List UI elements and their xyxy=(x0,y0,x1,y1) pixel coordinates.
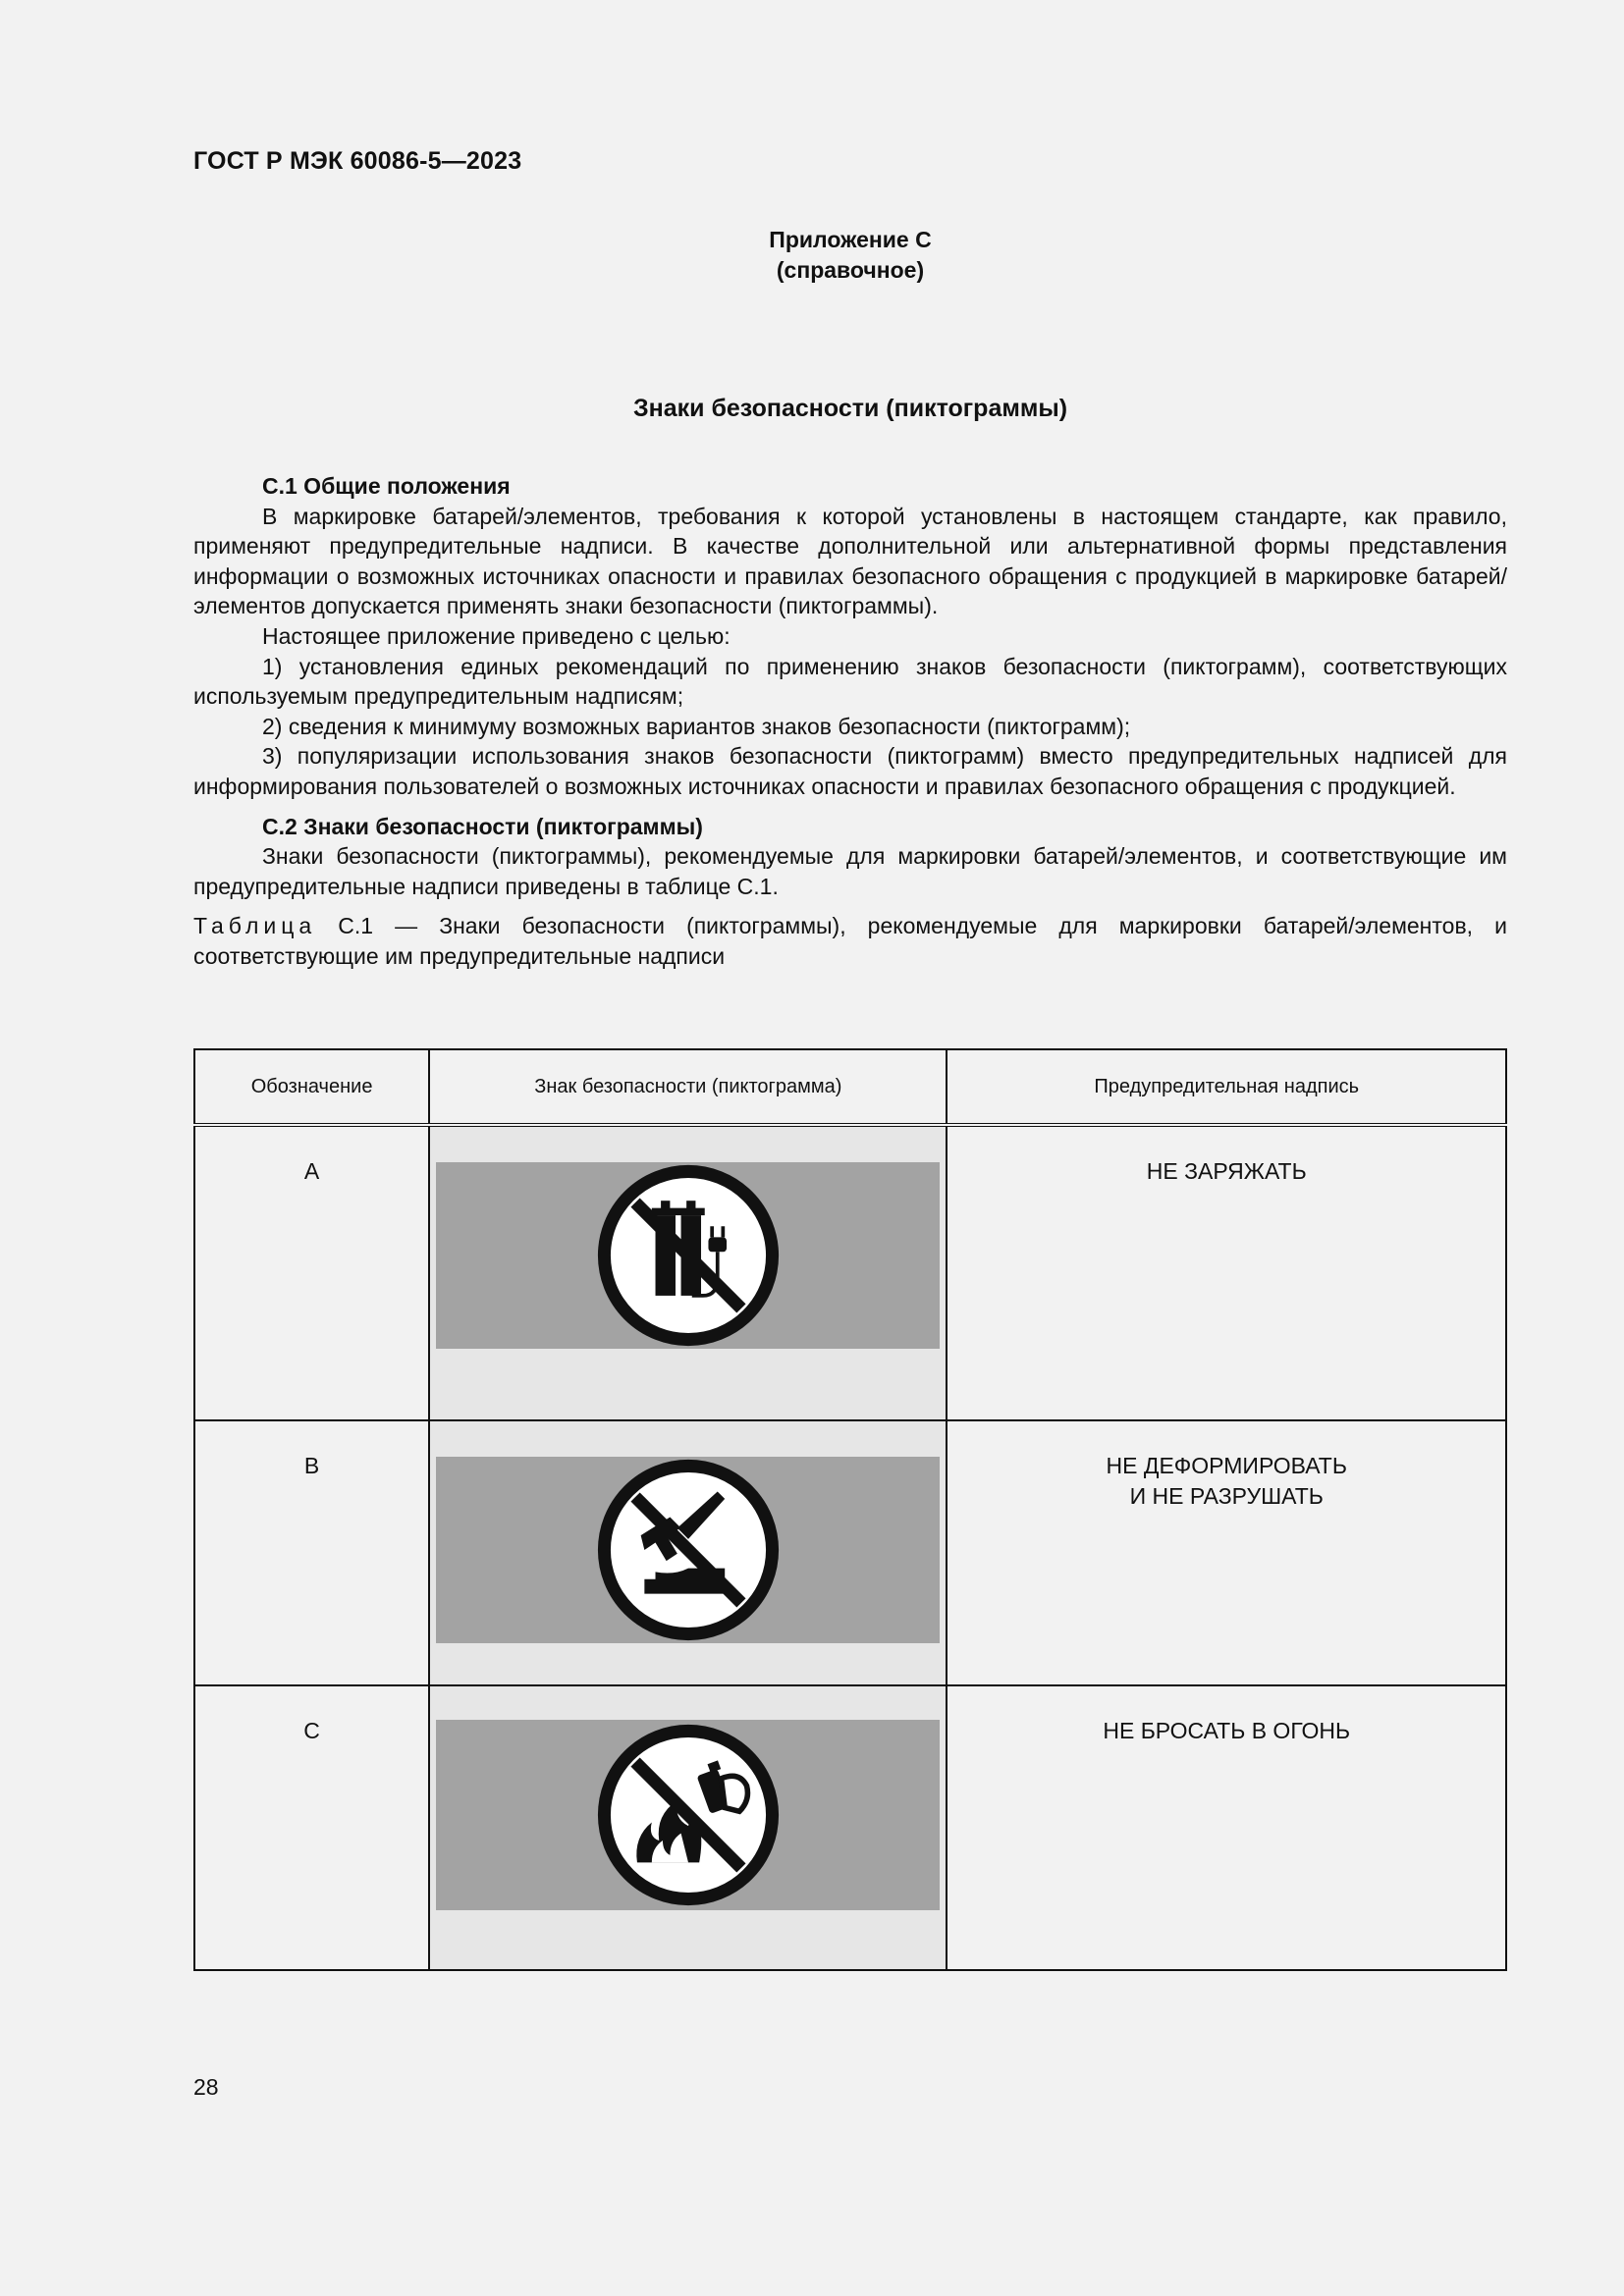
row-a-designation xyxy=(194,1125,429,1420)
appendix-title: Приложение C xyxy=(769,227,932,252)
header-warning: Предупредительная надпись xyxy=(947,1049,1506,1125)
c1-paragraph-1: В маркировке батарей/элементов, требования к которой установлены в настоящем стандарте, как правило, применяют предупредительные надписи. В качестве дополнительной или альтернативной формы представления информации о возможных источниках опасности и правилах безопасного обращения с продукцией в маркировке батарей/элементов допускается применять знаки безопасности (пиктограммы). xyxy=(193,503,1507,619)
table-header-row xyxy=(194,1049,1506,1125)
row-a-pictogram-cell xyxy=(429,1125,947,1420)
c2-heading: C.2 Знаки безопасности (пиктограммы) xyxy=(262,813,703,839)
row-b-designation xyxy=(194,1420,429,1685)
c1-paragraph-2: Настоящее приложение приведено с целью: xyxy=(262,622,731,649)
designation-label: C xyxy=(303,1718,320,1743)
row-b-warning xyxy=(947,1420,1506,1685)
c1-list-item-3: 3) популяризации использования знаков безопасности (пиктограмм) вместо предупредительных надписей для информирования пользователей о возможных источниках опасности и правилах безопасного обращения с продукцией. xyxy=(193,743,1507,799)
section-title: Знаки безопасности (пиктограммы) xyxy=(632,395,1068,422)
no-crushing-icon xyxy=(597,1459,780,1641)
c2-paragraph-1: Знаки безопасности (пиктограммы), рекомендуемые для маркировки батарей/элементов, и соответствующие им предупредительные надписи приведены в таблице C.1. xyxy=(193,843,1507,899)
header-designation: Обозначение xyxy=(194,1049,429,1125)
header-sign: Знак безопасности (пиктограмма) xyxy=(429,1049,947,1125)
pictogram-band xyxy=(436,1720,940,1910)
warning-text: НЕ ЗАРЯЖАТЬ xyxy=(1146,1158,1307,1184)
warning-text: НЕ БРОСАТЬ В ОГОНЬ xyxy=(1103,1718,1351,1743)
standard-header: ГОСТ Р МЭК 60086-5—2023 xyxy=(193,147,522,175)
row-b-pictogram-cell xyxy=(429,1420,947,1685)
signs-table xyxy=(193,1048,1507,1971)
c1-list-item-2: 2) сведения к минимуму возможных вариантов знаков безопасности (пиктограмм); xyxy=(262,713,1131,739)
appendix-subtitle: (справочное) xyxy=(776,257,925,283)
table-row xyxy=(194,1420,1506,1685)
table-row xyxy=(194,1685,1506,1970)
designation-label: B xyxy=(303,1453,320,1478)
row-a-warning xyxy=(947,1125,1506,1420)
designation-label: A xyxy=(303,1158,320,1184)
no-charging-icon xyxy=(597,1164,780,1347)
row-c-designation xyxy=(194,1685,429,1970)
table-caption xyxy=(193,911,1507,971)
table-caption-text: C.1 — Знаки безопасности (пиктограммы), рекомендуемые для маркировки батарей/элементов, и соответствующие им предупредительные надписи xyxy=(193,913,1507,969)
pictogram-band xyxy=(436,1457,940,1643)
c1-heading: C.1 Общие положения xyxy=(262,473,511,499)
body-text xyxy=(193,471,1507,972)
c1-list-item-1: 1) установления единых рекомендаций по применению знаков безопасности (пиктограмм), соответствующих используемым предупредительным надписям; xyxy=(193,653,1507,710)
row-c-warning xyxy=(947,1685,1506,1970)
table-row xyxy=(194,1125,1506,1420)
page-number: 28 xyxy=(193,2074,219,2100)
warning-line-2: И НЕ РАЗРУШАТЬ xyxy=(1129,1483,1324,1509)
no-fire-icon xyxy=(597,1724,780,1906)
row-c-pictogram-cell xyxy=(429,1685,947,1970)
pictogram-band xyxy=(436,1162,940,1349)
warning-line-1: НЕ ДЕФОРМИРОВАТЬ xyxy=(1106,1453,1347,1478)
table-caption-label: Таблица xyxy=(193,913,317,939)
appendix-heading xyxy=(193,225,1507,286)
warning-text xyxy=(947,1421,1505,1512)
